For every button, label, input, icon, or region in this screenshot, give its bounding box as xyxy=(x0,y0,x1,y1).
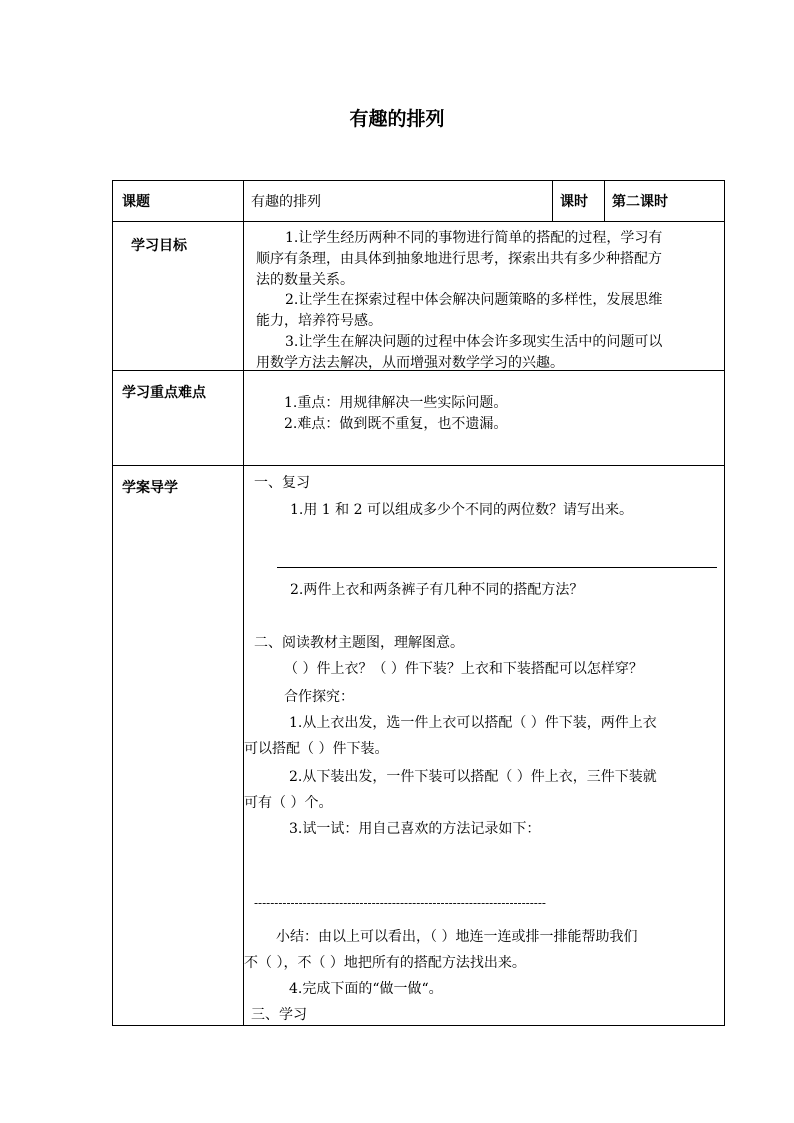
keypoint-line: 2.难点：做到既不重复，也不遗漏。 xyxy=(284,416,508,432)
guide-line: （ ）件上衣？（ ）件下装？上衣和下装搭配可以怎样穿？ xyxy=(284,661,643,677)
objective-line: 用数学方法去解决，从而增强对数学学习的兴趣。 xyxy=(256,355,564,371)
dashed-divider: ------------------------------------------------------------------------ xyxy=(254,896,546,910)
objective-line: 能力，培养符号感。 xyxy=(256,313,382,329)
objective-line: 2.让学生在探索过程中体会解决问题策略的多样性，发展思维 xyxy=(285,292,663,308)
guide-section-heading: 二、阅读教材主题图，理解图意。 xyxy=(254,635,464,651)
guide-line: 合作探究： xyxy=(284,689,354,705)
guide-section-heading: 一、复习 xyxy=(254,475,310,491)
guide-section-heading: 三、学习 xyxy=(251,1007,307,1023)
keypoints-label: 学习重点难点 xyxy=(122,385,206,401)
cell-keypoints-label xyxy=(112,370,244,466)
guide-line: 2.两件上衣和两条裤子有几种不同的搭配方法？ xyxy=(290,582,584,598)
answer-line xyxy=(277,567,717,568)
cell-period-value xyxy=(604,180,725,222)
objective-line: 1.让学生经历两种不同的事物进行简单的搭配的过程，学习有 xyxy=(285,230,663,246)
guide-line: 2.从下装出发，一件下装可以搭配（ ）件上衣，三件下装就 xyxy=(289,769,657,785)
objective-line: 顺序有条理，由具体到抽象地进行思考，探索出共有多少种搭配方 xyxy=(256,251,662,267)
cell-objectives-content xyxy=(243,221,725,371)
objective-line: 3.让学生在解决问题的过程中体会许多现实生活中的问题可以 xyxy=(285,334,663,350)
topic-label: 课题 xyxy=(122,194,150,210)
cell-topic-value xyxy=(243,180,553,222)
cell-guide-content xyxy=(243,465,725,1026)
guide-line: 4.完成下面的“做一做“。 xyxy=(289,981,443,997)
guide-line: 小结：由以上可以看出，（ ）地连一连或排一排能帮助我们 xyxy=(276,929,638,945)
cell-objectives-label xyxy=(112,221,244,371)
cell-period-label xyxy=(552,180,605,222)
objective-line: 法的数量关系。 xyxy=(256,272,354,288)
guide-line: 可以搭配（ ）件下装。 xyxy=(244,741,389,757)
cell-guide-label xyxy=(112,465,244,1026)
keypoint-line: 1.重点：用规律解决一些实际问题。 xyxy=(284,395,508,411)
cell-keypoints-content xyxy=(243,370,725,466)
topic-value: 有趣的排列 xyxy=(251,194,321,210)
objectives-label: 学习目标 xyxy=(131,238,187,254)
guide-line: 1.用 1 和 2 可以组成多少个不同的两位数？请写出来。 xyxy=(290,502,633,518)
guide-line: 不（ ），不（ ）地把所有的搭配方法找出来。 xyxy=(244,955,526,971)
period-value: 第二课时 xyxy=(612,194,668,210)
cell-topic-label xyxy=(112,180,244,222)
guide-line: 可有（ ）个。 xyxy=(244,795,333,811)
guide-label: 学案导学 xyxy=(122,480,178,496)
period-label: 课时 xyxy=(560,194,588,210)
guide-line: 1.从上衣出发，选一件上衣可以搭配（ ）件下装，两件上衣 xyxy=(289,715,657,731)
guide-line: 3.试一试：用自己喜欢的方法记录如下： xyxy=(289,821,541,837)
page-title: 有趣的排列 xyxy=(349,108,445,130)
